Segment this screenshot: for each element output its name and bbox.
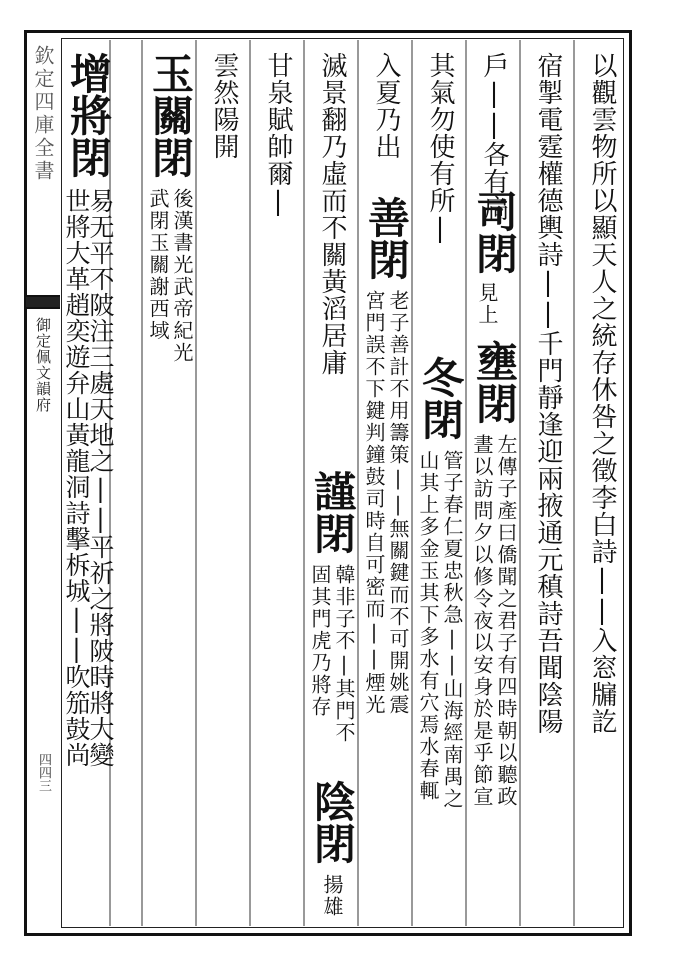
annotation-text: 揚雄 <box>320 874 344 918</box>
annotation-text: 武閉玉關謝西域 <box>146 188 170 342</box>
margin-fishtail-mark <box>26 295 60 309</box>
entry-heading: 陰閉 <box>308 780 357 864</box>
annotation-text: 後漢書光武帝紀光 <box>170 188 194 364</box>
entry-heading: 壅閉 <box>470 340 519 424</box>
text-column-5a: 入夏乃出 <box>371 52 401 160</box>
annotation-text: 固其門虎乃將存 <box>308 564 332 718</box>
annotation-text: 左傳子產曰僑聞之君子有四時朝以聽政 <box>494 434 518 808</box>
entry-heading: 冬閉 <box>416 356 465 440</box>
entry-heading: 善閉 <box>362 196 411 280</box>
text-column-4a: 其氣勿使有所| <box>425 52 455 245</box>
text-column-3a: 戶||各有扃 <box>479 52 509 222</box>
text-column-6a: 滅景翻乃虛而不關黃滔居庸 <box>317 52 347 376</box>
text-column-1: 以觀雲物所以顯天人之統存休咎之徵李白詩||入窓牖訖 <box>587 52 617 735</box>
entry-heading: 謹閉 <box>308 470 357 554</box>
entry-heading: 司閉 <box>470 190 519 274</box>
text-column-10b: 世將大革趙奕遊弁山黃龍洞詩擊柝城||吹笳鼓尚 <box>62 188 91 768</box>
margin-book-title: 御定佩文韻府 <box>34 317 52 413</box>
text-column-2: 宿掣電霆權德輿詩||千門靜逢迎兩掖通元稹詩吾聞陰陽 <box>533 52 563 735</box>
annotation-text: 見上 <box>475 282 499 326</box>
text-column-8: 雲然陽開 <box>209 52 239 160</box>
annotation-text: 山其上多金玉其下多水有穴焉水春輒 <box>416 450 440 802</box>
annotation-text: 宮門誤不下鍵判鐘鼓司時自可密而||煙光 <box>362 290 386 716</box>
text-column-10a: 易无平不陂注三處天地之||平祈之將陂時將大變 <box>86 188 115 768</box>
entry-heading: 玉關閉 <box>146 52 195 178</box>
entry-heading: 增將閉 <box>64 52 113 178</box>
annotation-text: 管子春仁夏忠秋急||山海經南禺之 <box>440 450 464 810</box>
annotation-text: 老子善計不用籌策||無關鍵而不可開姚震 <box>386 290 410 716</box>
annotation-text: 韓非子不|其門不 <box>332 564 356 744</box>
text-column-7: 甘泉賦帥爾| <box>263 52 293 218</box>
margin-page-number: 四四三 <box>36 753 51 792</box>
annotation-text: 晝以訪問夕以修令夜以安身於是乎節宣 <box>470 434 494 808</box>
margin-strip <box>26 33 60 933</box>
margin-header: 欽定四庫全書 <box>31 45 55 183</box>
